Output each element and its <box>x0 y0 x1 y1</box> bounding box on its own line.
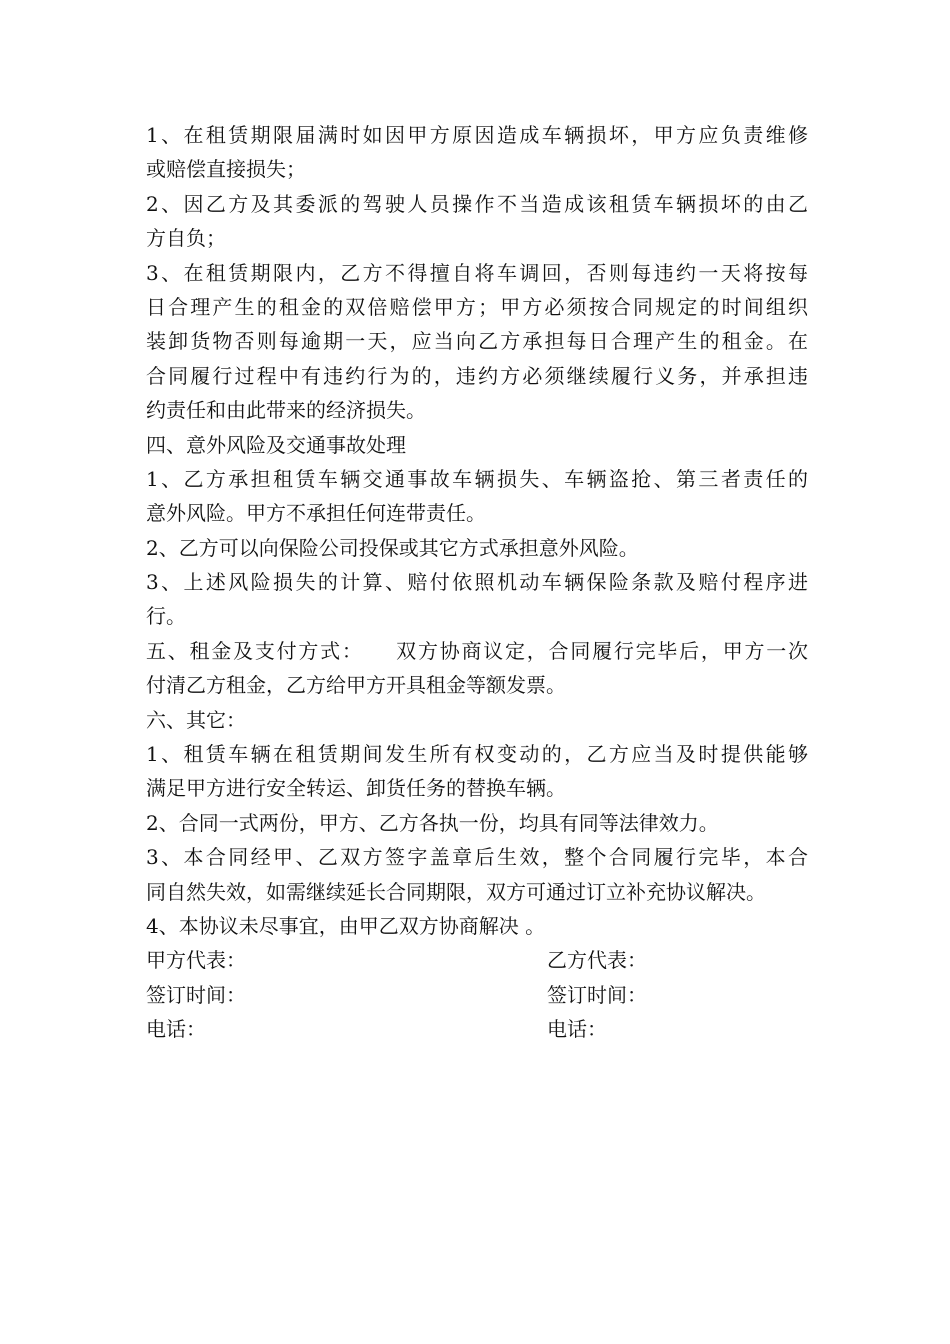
party-a-date-label: 签订时间： <box>146 982 246 1007</box>
text-line: 装卸货物否则每逾期一天，应当向乙方承担每日合理产生的租金。在 <box>146 329 808 354</box>
text-line: 1、在租赁期限届满时如因甲方原因造成车辆损坏，甲方应负责维修 <box>146 123 808 147</box>
section-heading-other <box>146 703 808 737</box>
text-line: 3、上述风险损失的计算、赔付依照机动车辆保险条款及赔付程序进 <box>146 570 808 595</box>
text-line: 2、乙方可以向保险公司投保或其它方式承担意外风险。 <box>146 535 639 560</box>
text-line: 合同履行过程中有违约行为的，违约方必须继续履行义务，并承担违 <box>146 363 808 388</box>
section-heading: 五、租金及支付方式： 双方协商议定，合同履行完毕后，甲方一次 <box>146 638 808 663</box>
signature-phone-row <box>146 1012 808 1046</box>
paragraph-unresolved-matters <box>146 909 808 943</box>
contract-page <box>146 118 808 1047</box>
party-b-representative-label: 乙方代表： <box>547 948 647 973</box>
text-line: 1、乙方承担租赁车辆交通事故车辆损失、车辆盗抢、第三者责任的 <box>146 466 808 491</box>
paragraph-damage-by-party-b <box>146 187 808 256</box>
text-line: 行。 <box>146 604 186 629</box>
text-line: 3、本合同经甲、乙双方签字盖章后生效，整个合同履行完毕，本合 <box>146 845 808 870</box>
text-line: 约责任和由此带来的经济损失。 <box>146 398 426 423</box>
signature-date-row <box>146 978 808 1012</box>
text-line: 付清乙方租金，乙方给甲方开具租金等额发票。 <box>146 673 566 698</box>
text-line: 2、合同一式两份，甲方、乙方各执一份，均具有同等法律效力。 <box>146 810 719 835</box>
paragraph-copies <box>146 806 808 840</box>
section-heading: 四、意外风险及交通事故处理 <box>146 432 406 457</box>
text-line: 意外风险。甲方不承担任何连带责任。 <box>146 501 486 526</box>
text-line: 4、本协议未尽事宜，由甲乙双方协商解决 。 <box>146 913 546 938</box>
paragraph-accident-risk-liability <box>146 462 808 531</box>
paragraph-insurance <box>146 531 808 565</box>
text-line: 1、租赁车辆在租赁期间发生所有权变动的，乙方应当及时提供能够 <box>146 742 808 767</box>
party-a-representative-label: 甲方代表： <box>146 948 246 973</box>
text-line: 2、因乙方及其委派的驾驶人员操作不当造成该租赁车辆损坏的由乙 <box>146 191 808 216</box>
party-b-phone-label: 电话： <box>547 1017 607 1042</box>
section-heading: 六、其它： <box>146 707 246 732</box>
paragraph-ownership-change <box>146 737 808 806</box>
party-a-phone-label: 电话： <box>146 1017 206 1042</box>
paragraph-breach-of-contract <box>146 256 808 428</box>
section-rent-payment <box>146 634 808 703</box>
text-line: 方自负； <box>146 226 226 251</box>
text-line: 3、在租赁期限内，乙方不得擅自将车调回，否则每违约一天将按每 <box>146 260 808 285</box>
text-line: 日合理产生的租金的双倍赔偿甲方；甲方必须按合同规定的时间组织 <box>146 294 808 319</box>
text-line: 或赔偿直接损失； <box>146 157 306 182</box>
text-line: 满足甲方进行安全转运、卸货任务的替换车辆。 <box>146 776 566 801</box>
text-line: 同自然失效，如需继续延长合同期限，双方可通过订立补充协议解决。 <box>146 879 766 904</box>
section-heading-accident-risk <box>146 428 808 462</box>
party-b-date-label: 签订时间： <box>547 982 647 1007</box>
paragraph-effectiveness <box>146 840 808 909</box>
paragraph-loss-calculation <box>146 565 808 634</box>
signature-representative-row <box>146 943 808 977</box>
paragraph-damage-by-party-a <box>146 118 808 187</box>
signature-block <box>146 943 808 1046</box>
